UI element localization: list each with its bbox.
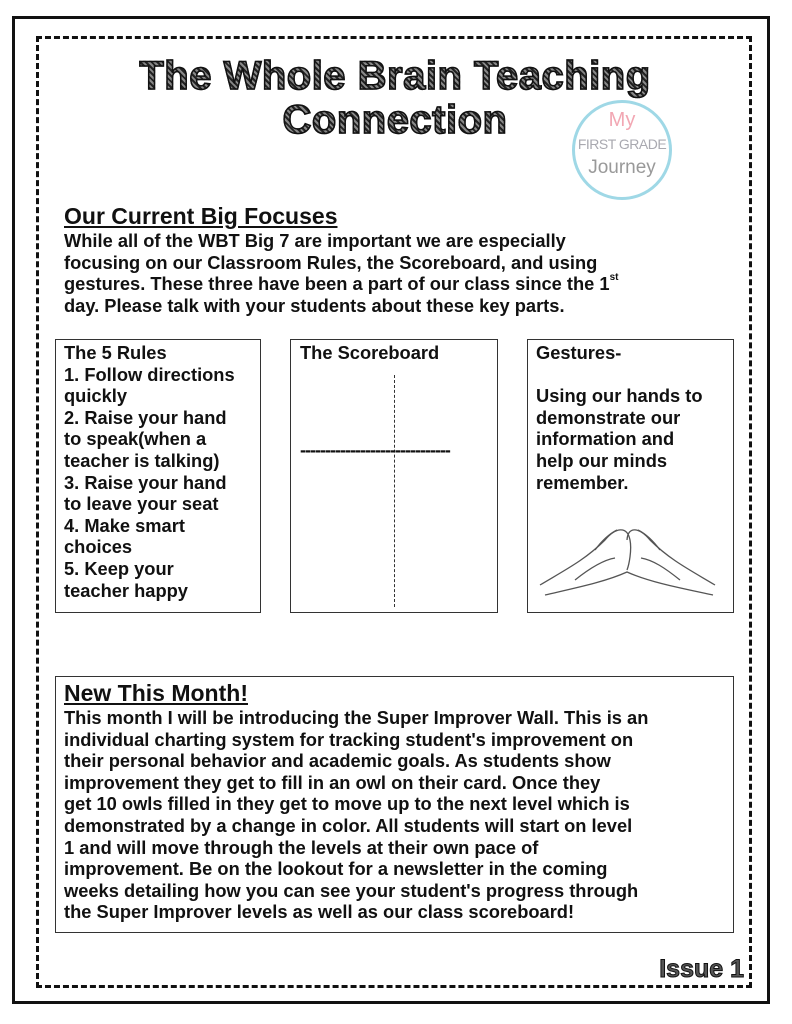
text-line — [64, 273, 619, 295]
gesture-line: information and — [536, 428, 675, 450]
rule-line: to speak(when a — [64, 428, 207, 450]
title-line-2: Connection — [282, 98, 508, 142]
text-line: 1 and will move through the levels at their own pace of — [64, 836, 539, 858]
scoreboard-title: The Scoreboard — [300, 342, 440, 363]
heart-hands-icon — [535, 510, 720, 605]
gesture-line: Using our hands to — [536, 385, 703, 407]
rule-line: teacher happy — [64, 579, 188, 601]
superscript: st — [609, 272, 619, 284]
focuses-heading: Our Current Big Focuses — [64, 203, 338, 229]
gesture-line: help our minds — [536, 449, 668, 471]
text-line: improvement they get to fill in an owl on their card. Once they — [64, 771, 601, 793]
gestures-title: Gestures- — [536, 342, 622, 363]
new-this-month-paragraph — [64, 707, 648, 923]
text-line: day. Please talk with your students about these key parts. — [64, 294, 565, 316]
gestures-content — [536, 342, 703, 493]
new-this-month-heading: New This Month! — [64, 680, 248, 706]
text-line: their personal behavior and academic goals. As students show — [64, 750, 611, 772]
rule-line: 2. Raise your hand — [64, 406, 227, 428]
logo-my-first-grade-journey — [572, 100, 672, 200]
text-line: focusing on our Classroom Rules, the Scoreboard, and using — [64, 251, 598, 273]
title-line-1: The Whole Brain Teaching — [139, 54, 651, 98]
text-span: gestures. These three have been a part of our class since the 1 — [64, 273, 610, 295]
scoreboard-vertical-divider — [394, 375, 395, 607]
rule-line: 4. Make smart — [64, 514, 185, 536]
gesture-line: remember. — [536, 471, 629, 493]
rules-title: The 5 Rules — [64, 342, 167, 363]
text-line: improvement. Be on the lookout for a newsletter in the coming — [64, 858, 608, 880]
text-line: individual charting system for tracking student's improvement on — [64, 728, 634, 750]
text-line: This month I will be introducing the Super Improver Wall. This is an — [64, 707, 649, 728]
text-line: the Super Improver levels as well as our class scoreboard! — [64, 901, 575, 923]
rule-line: quickly — [64, 385, 127, 407]
text-line: get 10 owls filled in they get to move up to the next level which is — [64, 793, 630, 815]
rules-content — [64, 342, 235, 601]
issue-number: Issue 1 — [659, 955, 744, 983]
gesture-line: demonstrate our — [536, 406, 681, 428]
rule-line: 1. Follow directions — [64, 363, 235, 385]
text-line: demonstrated by a change in color. All students will start on level — [64, 814, 633, 836]
rule-line: 3. Raise your hand — [64, 471, 227, 493]
logo-text: Journey — [588, 157, 656, 178]
rule-line: teacher is talking) — [64, 449, 220, 471]
focuses-paragraph — [64, 230, 619, 316]
logo-text: FIRST GRADE — [577, 136, 667, 152]
rule-line: 5. Keep your — [64, 557, 174, 579]
rule-line: choices — [64, 536, 133, 558]
text-line: While all of the WBT Big 7 are important we are especially — [64, 230, 566, 251]
rule-line: to leave your seat — [64, 493, 219, 515]
text-line: weeks detailing how you can see your student's progress through — [64, 879, 639, 901]
logo-text: My — [608, 109, 636, 131]
scoreboard-horizontal-divider: ------------------------------ — [300, 440, 450, 460]
